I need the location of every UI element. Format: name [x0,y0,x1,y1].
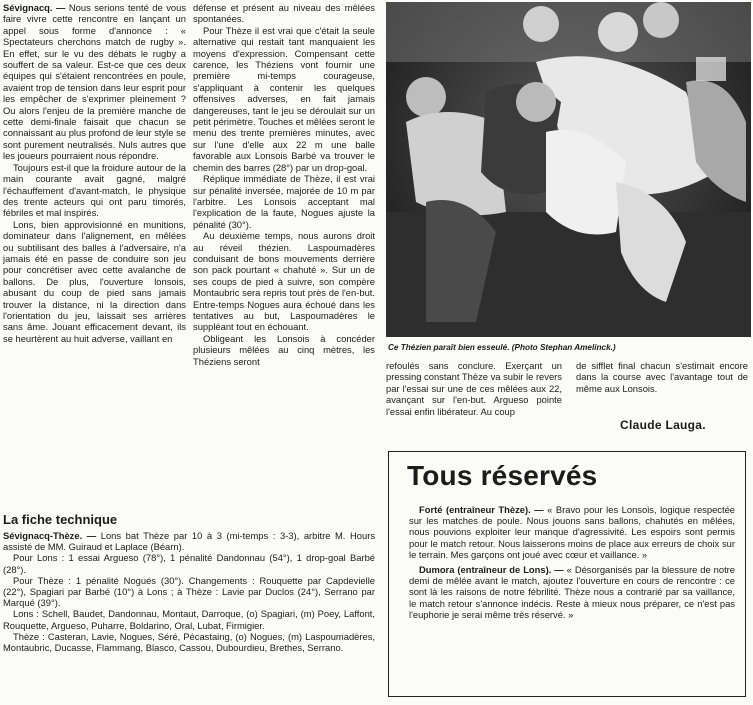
paragraph: Pour Lons : 1 essai Argueso (78°), 1 pénalité Dandonnau (54°), 1 drop-goal Barbé (28°). [3,552,375,575]
fiche-technique-title: La fiche technique [3,512,118,527]
paragraph: Au deuxième temps, nous aurons droit au réveil thézien. Laspoumadères conduisant de bons mouvements derrière son pack pourtant « chahuté ». Sur un de ses coups de pied à suivre, son compère Montaubric sera repris tout près de l'en-but. Entre-temps Nogues aura échoué dans les tentatives au but, Laspoumadères le suppléant tout en échouant. [193,230,375,333]
rugby-photo-image [386,2,751,337]
paragraph: Toujours est-il que la froidure autour de la main courante avait gagné, malgré l'échauffement d'avant-match, le physique des trente acteurs qui ont paru timorés, fébriles et mal inspirés. [3,161,186,219]
paragraph: Réplique immédiate de Thèze, il est vrai sur pénalité inversée, majorée de 10 m par l'arbitre. Les Lonsois acceptant mal l'explication de la faute, Nogues ajuste la pénalité (30°). [193,173,375,230]
article-column-1 [3,2,186,502]
rugby-photo [386,2,751,337]
paragraph: Lons : Schell, Baudet, Dandonnau, Montaut, Darroque, (o) Spagiari, (m) Poey, Laffont, Rouquette, Argueso, Puharre, Boldarino, Oral, Lubat, Firmigier. [3,608,375,631]
fiche-technique [3,530,375,653]
fiche-lead: Sévignacq-Thèze. — [3,530,97,541]
paragraph: défense et présent au niveau des mêlées spontanées. [193,2,375,25]
box-title: Tous réservés [407,460,598,491]
paragraph-text: Nous serions tenté de vous faire vivre cette rencontre en lançant un appel sous forme d'annonce : « Spectateurs cherchons match de rugby ». En effet, sur le vu des débats le rugby a souffert de sa valeur. Est-ce que ces deux équipes qui s'étaient rencontrées en poule, avaient trop de tension dans leur esprit pour les empêcher de s'exprimer pleinement ? Ou alors l'enjeu de la première manche de cette demi-finale faisait que chacun se connaissant au plus profond de leur style se sont purement neutralisés. Nuls autres que les joueurs pourraient nous répondre. [3,2,186,162]
tous-reserves-box [388,451,746,697]
article-column-3 [386,360,562,444]
dateline: Sévignacq. — [3,2,66,13]
paragraph: refoulés sans conclure. Exerçant un pressing constant Thèze va subir le revers par l'essai sur une de ces mêlées aux 22, avançant sur l'en-but. Argueso pointe l'essai enfin libérateur. Au coup [386,360,562,417]
paragraph [3,2,186,162]
paragraph [3,530,375,552]
quote-lead: Dumora (entraîneur de Lons). — [419,564,564,576]
quote-text: « Bravo pour les Lonsois, logique respectée sur les matches de poule. Nous jouons sans ballons, chahutés en mêlées, nous pouvions exploiter leur manque d'agressivité. Les espoirs sont permis pour le match retour. Nous laisserons moins de place aux erreurs de choix sur le terrain. Mes garçons ont joué avec cœur et vaillance. » [409,504,736,560]
article-column-2 [193,2,375,478]
quote [409,564,735,620]
photo-caption: Ce Thézien paraît bien esseulé. (Photo Stephan Amelinck.) [388,343,616,352]
paragraph: Obligeant les Lonsois à concéder plusieurs mêlées au cinq mètres, les Théziens seront [193,332,375,367]
quote [409,504,735,560]
quote-lead: Forté (entraîneur Thèze). — [419,504,544,515]
quote-text: « Désorganisés par la blessure de notre demi de mêlée avant le match, ajoutez l'ouverture en cours de rencontre : ce sont là les raisons de notre fébrilité. Thèze nous a contrarié par sa vaillance, le match retour s'annonce indécis. Reste à mieux nous préparer, ce n'est pas l'euphorie je serai même très réservé. » [409,564,736,620]
paragraph: Pour Thèze il est vrai que c'était la seule alternative qui restait tant manquaient les moyens d'expression. Compensant cette carence, les Théziens vont fournir une première mi-temps courageuse, s'appliquant à contenir les quelques offensives adverses, en fait jamais dangereuses, tant le jeu se déroulait sur un petit périmètre. Touches et mêlées seront le menu des trente premières minutes, avec sur l'une d'elle aux 22 m une balle favorable aux Lonsois Barbé va trouver le chemin des barres (28°) par un drop-goal. [193,24,375,173]
paragraph: Thèze : Casteran, Lavie, Nogues, Séré, Pécastaing, (o) Nogues, (m) Laspoumadères, Montaubric, Ducasse, Flammang, Blasco, Cassou, Dubourdieu, Brethes, Serrano. [3,630,375,654]
paragraph-text: Lons bat Thèze par 10 à 3 (mi-temps : 3-3), arbitre M. Hours assisté de MM. Guiraud et Laplace (Béarn). [3,530,376,553]
paragraph: Lons, bien approvisionné en munitions, dominateur dans l'alignement, en mêlées ou subtilisant des balles à l'adversaire, n'a jamais été en passe de conduire son jeu pour concrétiser avec cette avalanche de ballons. De plus, l'ouverture lonsois, abusant du coup de pied sans jamais trouver la distance, ni la direction dans l'orientation du jeu, laissait ses arrières sans âme. Jouant efficacement devant, ils se heurtèrent au huit adverse, vaillant en [3,218,186,344]
article-column-4 [576,360,748,408]
box-body [409,504,735,624]
paragraph: Pour Thèze : 1 pénalité Nogués (30°). Changements : Rouquette par Capdevielle (22°), Spagiari par Barbé (10°) à Lons ; à Thèze : Lavie par Duclos (24°), Serrano par Marqué (39°). [3,574,375,609]
paragraph: de sifflet final chacun s'estimait encore dans la course avec l'avantage tout de même aux Lonsois. [576,360,748,394]
author-signature: Claude Lauga. [620,418,706,432]
